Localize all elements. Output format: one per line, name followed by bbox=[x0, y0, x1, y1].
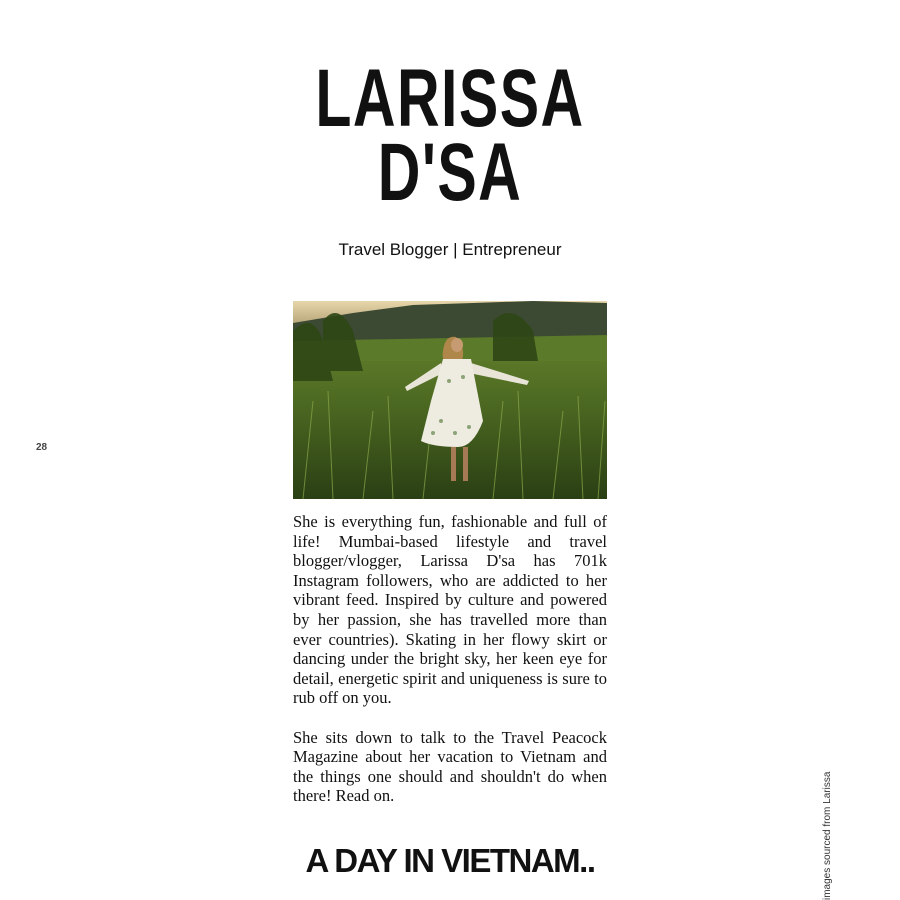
image-credit: images sourced from Larissa bbox=[822, 771, 833, 900]
page-number: 28 bbox=[36, 442, 48, 453]
title-line-2: D'SA bbox=[377, 127, 523, 218]
feature-photo bbox=[293, 301, 607, 499]
section-heading: A DAY IN VIETNAM.. bbox=[305, 842, 595, 879]
article-body bbox=[293, 512, 607, 826]
page-title bbox=[126, 53, 774, 218]
title-line-1: LARISSA bbox=[315, 53, 585, 144]
article-paragraph: She is everything fun, fashionable and full of life! Mumbai-based lifestyle and travel blogger/vlogger, Larissa D'sa has 701k Instagram followers, who are addicted to her vibrant feed. Inspired by culture and powered by her passion, she has travelled more than ever countries). Skating in her flowy skirt or dancing under the bright sky, her keen eye for detail, energetic spirit and uniqueness is sure to rub off on you. bbox=[293, 512, 607, 708]
article-paragraph: She sits down to talk to the Travel Peacock Magazine about her vacation to Vietnam and the things one should and shouldn't do when there! Read on. bbox=[293, 727, 607, 806]
subtitle: Travel Blogger | Entrepreneur bbox=[338, 240, 562, 259]
